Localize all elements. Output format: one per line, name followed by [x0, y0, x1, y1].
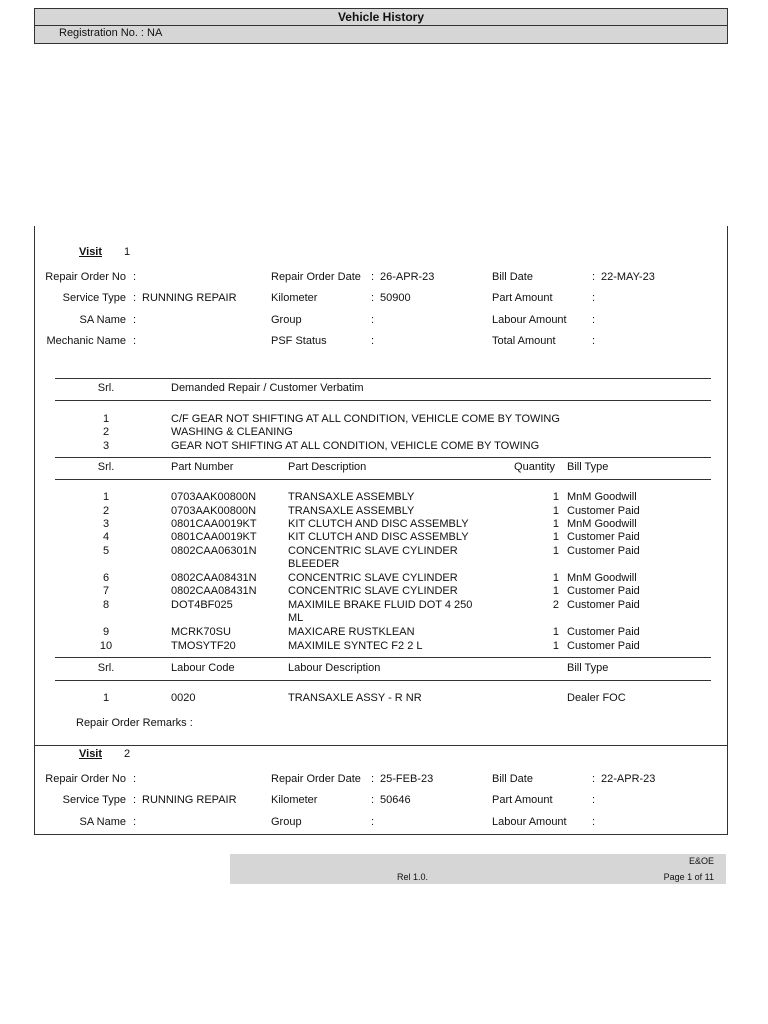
part-quantity: 1	[552, 585, 559, 597]
page-footer	[230, 854, 726, 884]
part-srl: 2	[102, 505, 110, 517]
registration-number: Registration No. : NA	[59, 27, 163, 39]
colon: :	[592, 794, 596, 806]
part-srl: 3	[102, 518, 110, 530]
srl-header: Srl.	[97, 461, 115, 473]
part-description: MAXIMILE BRAKE FLUID DOT 4 250	[288, 599, 473, 611]
labour-code-header: Labour Code	[171, 662, 235, 674]
part-quantity: 1	[552, 572, 559, 584]
part-srl: 9	[102, 626, 110, 638]
part-srl: 7	[102, 585, 110, 597]
part-number: MCRK70SU	[171, 626, 231, 638]
part-description-cont: BLEEDER	[288, 558, 340, 570]
part-description: CONCENTRIC SLAVE CYLINDER	[288, 585, 458, 597]
total-amount-label: Total Amount	[492, 335, 556, 347]
part-description: KIT CLUTCH AND DISC ASSEMBLY	[288, 531, 469, 543]
part-bill-type: MnM Goodwill	[567, 572, 637, 584]
demanded-repair-text: WASHING & CLEANING	[171, 426, 293, 438]
report-header	[34, 8, 728, 44]
colon: :	[133, 773, 137, 785]
part-amount-label: Part Amount	[492, 794, 553, 806]
srl-header: Srl.	[97, 662, 115, 674]
part-description: KIT CLUTCH AND DISC ASSEMBLY	[288, 518, 469, 530]
part-bill-type: Customer Paid	[567, 505, 640, 517]
part-bill-type: Customer Paid	[567, 626, 640, 638]
labour-description: TRANSAXLE ASSY - R NR	[288, 692, 422, 704]
table-rule	[55, 680, 711, 681]
part-number: 0802CAA06301N	[171, 545, 257, 557]
part-bill-type: Customer Paid	[567, 599, 640, 611]
part-bill-type: MnM Goodwill	[567, 491, 637, 503]
labour-code: 0020	[171, 692, 196, 704]
part-number: 0703AAK00800N	[171, 505, 257, 517]
colon: :	[133, 794, 137, 806]
service-type-value: RUNNING REPAIR	[142, 794, 237, 806]
part-srl: 4	[102, 531, 110, 543]
part-description: CONCENTRIC SLAVE CYLINDER	[288, 572, 458, 584]
part-description: TRANSAXLE ASSEMBLY	[288, 491, 415, 503]
colon: :	[371, 271, 375, 283]
service-type-label: Service Type	[62, 292, 126, 304]
visit-number: 1	[124, 246, 131, 258]
table-rule	[55, 657, 711, 658]
part-number: 0703AAK00800N	[171, 491, 257, 503]
part-srl: 8	[102, 599, 110, 611]
part-description: MAXIMILE SYNTEC F2 2 L	[288, 640, 423, 652]
colon: :	[133, 314, 137, 326]
part-bill-type: Customer Paid	[567, 585, 640, 597]
repair-order-date-label: Repair Order Date	[271, 271, 361, 283]
table-rule	[55, 400, 711, 401]
part-srl: 6	[102, 572, 110, 584]
bill-type-header: Bill Type	[567, 461, 609, 473]
demanded-repair-text: C/F GEAR NOT SHIFTING AT ALL CONDITION, VEHICLE COME BY TOWING	[171, 413, 560, 425]
colon: :	[592, 314, 596, 326]
part-srl: 1	[102, 491, 110, 503]
repair-order-date-label: Repair Order Date	[271, 773, 361, 785]
part-number: 0801CAA0019KT	[171, 531, 257, 543]
part-description: MAXICARE RUSTKLEAN	[288, 626, 415, 638]
mechanic-name-label: Mechanic Name	[46, 335, 126, 347]
page-number: Page 1 of 11	[663, 872, 714, 882]
bill-type-header: Bill Type	[567, 662, 609, 674]
part-quantity: 1	[552, 640, 559, 652]
part-srl: 5	[102, 545, 110, 557]
part-bill-type: MnM Goodwill	[567, 518, 637, 530]
visit-number: 2	[124, 748, 131, 760]
bill-date-label: Bill Date	[492, 271, 533, 283]
colon: :	[133, 335, 137, 347]
table-rule	[55, 479, 711, 480]
repair-order-no-label: Repair Order No	[45, 773, 126, 785]
part-bill-type: Customer Paid	[567, 545, 640, 557]
labour-description-header: Labour Description	[288, 662, 381, 674]
table-rule	[55, 378, 711, 379]
group-label: Group	[271, 314, 302, 326]
part-amount-label: Part Amount	[492, 292, 553, 304]
colon: :	[592, 816, 596, 828]
part-bill-type: Customer Paid	[567, 531, 640, 543]
sa-name-label: SA Name	[79, 314, 126, 326]
group-label: Group	[271, 816, 302, 828]
labour-amount-label: Labour Amount	[492, 816, 567, 828]
kilometer-value: 50900	[380, 292, 411, 304]
kilometer-label: Kilometer	[271, 794, 318, 806]
labour-srl: 1	[102, 692, 110, 704]
part-number: 0801CAA0019KT	[171, 518, 257, 530]
colon: :	[371, 773, 375, 785]
bill-date-label: Bill Date	[492, 773, 533, 785]
table-rule	[55, 457, 711, 458]
colon: :	[371, 292, 375, 304]
demanded-srl: 3	[102, 440, 110, 452]
part-quantity: 1	[552, 531, 559, 543]
colon: :	[592, 335, 596, 347]
part-quantity: 1	[552, 545, 559, 557]
colon: :	[371, 816, 375, 828]
repair-order-date-value: 25-FEB-23	[380, 773, 434, 785]
visit-label: Visit	[79, 748, 103, 760]
part-quantity: 1	[552, 518, 559, 530]
colon: :	[133, 271, 137, 283]
demanded-repair-header: Demanded Repair / Customer Verbatim	[171, 382, 364, 394]
part-quantity: 1	[552, 626, 559, 638]
part-description: TRANSAXLE ASSEMBLY	[288, 505, 415, 517]
eoe-note: E&OE	[688, 856, 714, 866]
sa-name-label: SA Name	[79, 816, 126, 828]
demanded-srl: 2	[102, 426, 110, 438]
colon: :	[592, 773, 596, 785]
visit-separator	[34, 745, 728, 746]
part-description: CONCENTRIC SLAVE CYLINDER	[288, 545, 458, 557]
part-number: 0802CAA08431N	[171, 585, 257, 597]
quantity-header: Quantity	[514, 461, 555, 473]
part-srl: 10	[99, 640, 113, 652]
part-quantity: 2	[552, 599, 559, 611]
repair-order-remarks: Repair Order Remarks :	[76, 717, 193, 729]
part-number-header: Part Number	[171, 461, 234, 473]
repair-order-date-value: 26-APR-23	[380, 271, 435, 283]
kilometer-label: Kilometer	[271, 292, 318, 304]
labour-amount-label: Labour Amount	[492, 314, 567, 326]
demanded-repair-text: GEAR NOT SHIFTING AT ALL CONDITION, VEHICLE COME BY TOWING	[171, 440, 540, 452]
srl-header: Srl.	[97, 382, 115, 394]
service-type-value: RUNNING REPAIR	[142, 292, 237, 304]
colon: :	[371, 794, 375, 806]
colon: :	[371, 314, 375, 326]
part-number: 0802CAA08431N	[171, 572, 257, 584]
colon: :	[133, 292, 137, 304]
part-quantity: 1	[552, 491, 559, 503]
visit-label: Visit	[79, 246, 103, 258]
colon: :	[371, 335, 375, 347]
repair-order-no-label: Repair Order No	[45, 271, 126, 283]
colon: :	[592, 271, 596, 283]
report-title: Vehicle History	[35, 9, 727, 26]
part-bill-type: Customer Paid	[567, 640, 640, 652]
kilometer-value: 50646	[380, 794, 411, 806]
part-number: DOT4BF025	[171, 599, 233, 611]
part-description-header: Part Description	[288, 461, 367, 473]
part-description-cont: ML	[288, 612, 304, 624]
part-number: TMOSYTF20	[171, 640, 236, 652]
demanded-srl: 1	[102, 413, 110, 425]
psf-status-label: PSF Status	[271, 335, 327, 347]
bill-date-value: 22-APR-23	[601, 773, 656, 785]
colon: :	[133, 816, 137, 828]
colon: :	[592, 292, 596, 304]
bill-date-value: 22-MAY-23	[601, 271, 655, 283]
labour-bill-type: Dealer FOC	[567, 692, 626, 704]
service-type-label: Service Type	[62, 794, 126, 806]
part-quantity: 1	[552, 505, 559, 517]
release-version: Rel 1.0.	[397, 872, 429, 882]
